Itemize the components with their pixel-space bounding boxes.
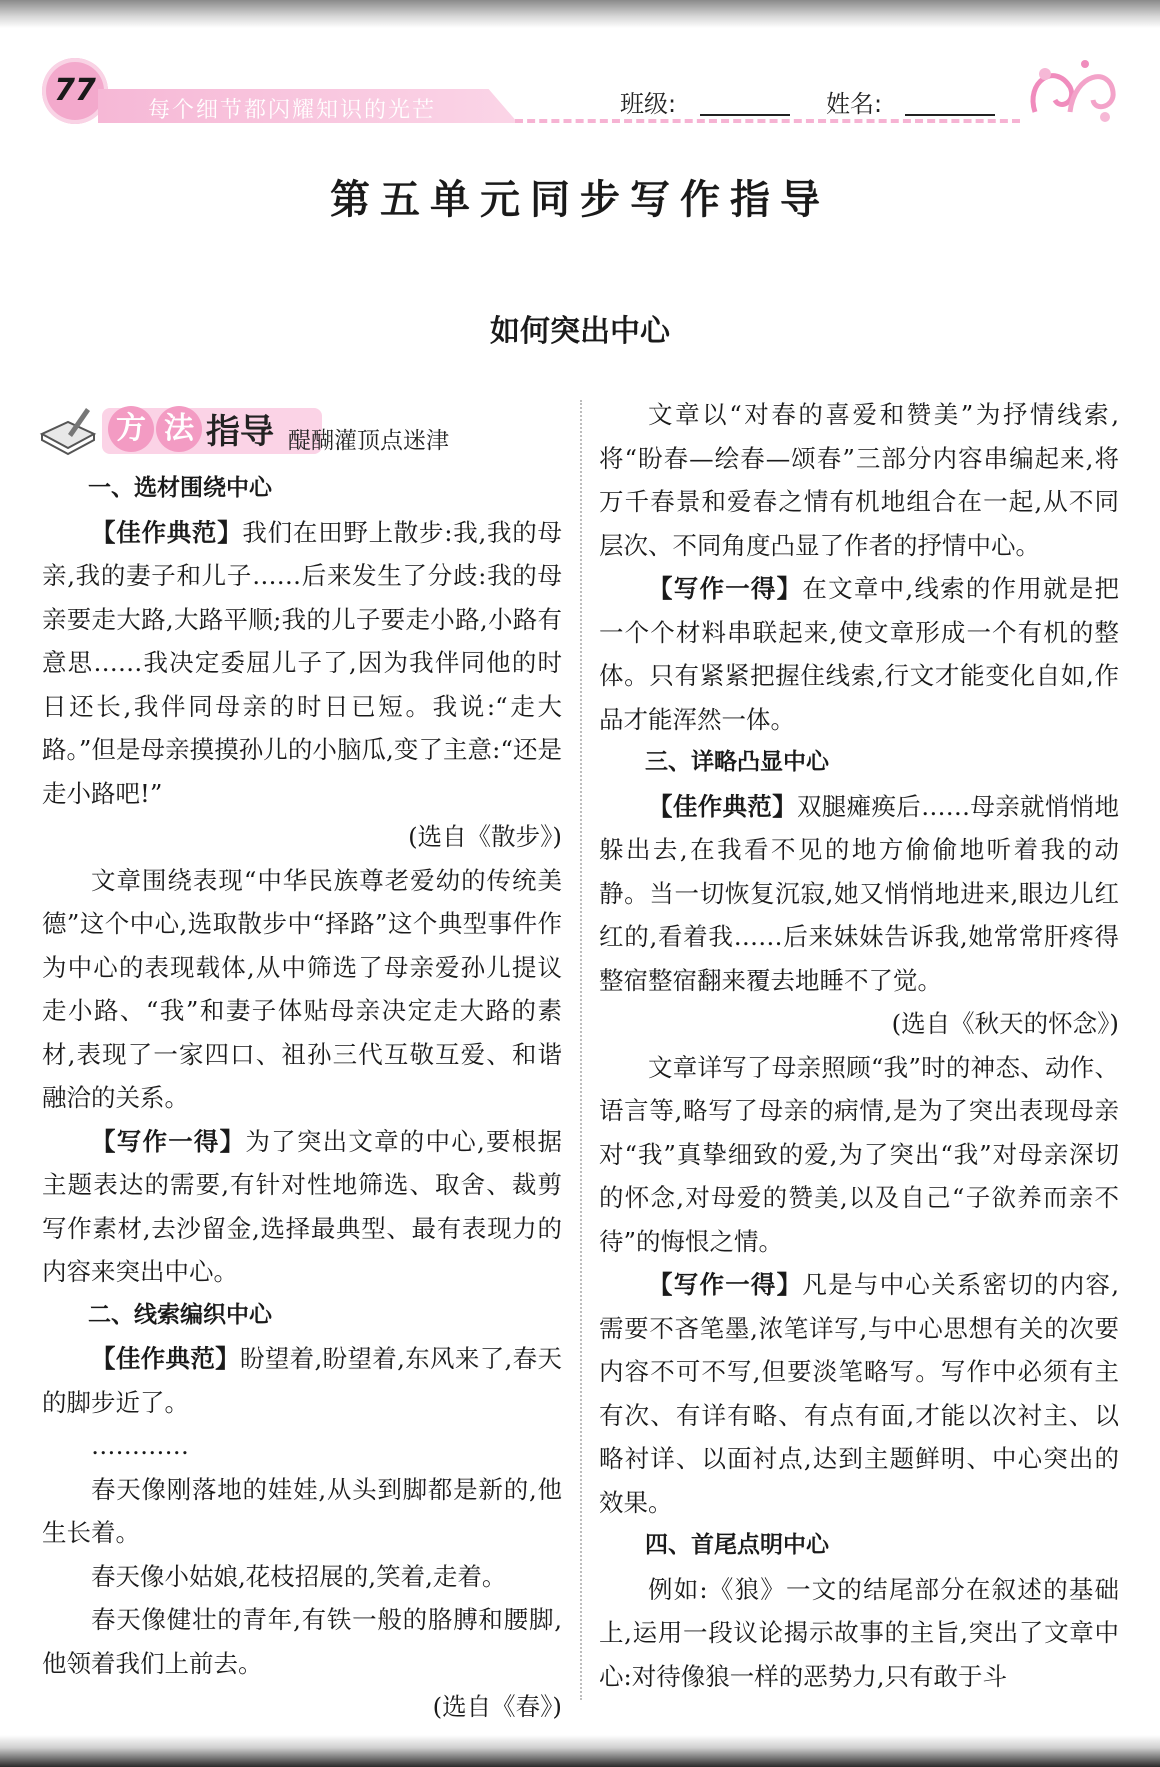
example-2-paragraph-3: 春天像小姑娘,花枝招展的,笑着,走着。 (91, 1561, 507, 1591)
example-2-paragraph-2: 春天像刚落地的娃娃,从头到脚都是新的,他生长着。 (42, 1474, 562, 1547)
book-pen-icon (38, 404, 98, 456)
example-2 (42, 1337, 562, 1424)
example-1 (42, 511, 562, 816)
section-title: 如何突出中心 (490, 314, 670, 349)
tip-3-tag: 【写作一得】 (648, 1270, 803, 1299)
motto-text: 每个细节都闪耀知识的光芒 (148, 98, 437, 123)
top-edge (0, 0, 1160, 28)
heading-2: 二、线索编织中心 (88, 1301, 272, 1328)
analysis-3: 文章详写了母亲照顾“我”时的神态、动作、语言等,略写了母亲的病情,是为了突出表现母亲对“我”真挚细致的爱,为了突出“我”对母亲深切的怀念,对母爱的赞美,以及自己“子欲养而亲不待”的悔恨之情。 (599, 1052, 1119, 1256)
column-divider (580, 400, 582, 1700)
tip-1 (42, 1120, 562, 1294)
example-1-text: 我们在田野上散步:我,我的母亲,我的妻子和儿子……后来发生了分歧:我的母亲要走大路,大路平顺;我的儿子要走小路,小路有意思……我决定委屈儿子了,因为我伴同他的时日还长,我伴同母亲的时日已短。我说:“走大路。”但是母亲摸摸孙儿的小脑瓜,变了主意:“还是走小路吧!” (42, 517, 562, 808)
unit-title: 第五单元同步写作指导 (330, 176, 830, 223)
tip-2-tag: 【写作一得】 (648, 574, 803, 603)
example-3-text: 双腿瘫痪后……母亲就悄悄地躲出去,在我看不见的地方偷偷地听着我的动静。当一切恢复沉寂,她又悄悄地进来,眼边儿红红的,看着我……后来妹妹告诉我,她常常肝疼得整宿整宿翻来覆去地睡不了觉。 (599, 791, 1120, 995)
analysis-2: 文章以“对春的喜爱和赞美”为抒情线索,将“盼春—绘春—颂春”三部分内容串编起来,将万千春景和爱春之情有机地组合在一起,从不同层次、不同角度凸显了作者的抒情中心。 (599, 400, 1119, 560)
example-3 (599, 785, 1119, 1003)
bottom-edge (0, 1735, 1160, 1767)
tip-2-text: 在文章中,线索的作用就是把一个个材料串联起来,使文章形成一个有机的整体。只有紧紧把握住线索,行文才能变化自如,作品才能浑然一体。 (599, 574, 1119, 734)
right-column (599, 393, 1119, 1698)
example-2-text: 盼望着,盼望着,东风来了,春天的脚步近了。 (42, 1344, 562, 1417)
example-2-ellipsis: ………… (91, 1431, 189, 1460)
class-label: 班级: (620, 90, 677, 118)
flourish-ornament-icon (1015, 52, 1125, 132)
heading-3: 三、详略凸显中心 (645, 749, 829, 775)
example-1-tag: 【佳作典范】 (91, 517, 243, 547)
example-2-source: (选自《春》) (432, 1692, 562, 1721)
header-dash-line (515, 119, 1020, 123)
heading-4: 四、首尾点明中心 (645, 1532, 829, 1558)
name-label: 姓名: (826, 90, 883, 118)
heading-1: 一、选材围绕中心 (88, 475, 272, 501)
tip-1-text: 为了突出文章的中心,要根据主题表达的需要,有针对性地筛选、取舍、裁剪写作素材,去沙留金,选择最典型、最有表现力的内容来突出中心。 (42, 1126, 562, 1286)
page-number: 77 (54, 73, 96, 108)
badge-char-2: 法 (156, 406, 202, 452)
method-guide-badge (38, 398, 478, 460)
example-3-tag: 【佳作典范】 (648, 791, 797, 821)
example-1-source: (选自《散步》) (408, 822, 562, 851)
example-2-tag: 【佳作典范】 (91, 1344, 240, 1373)
tip-2 (599, 567, 1119, 741)
tip-3 (599, 1263, 1119, 1524)
example-3-source: (选自《秋天的怀念》) (891, 1009, 1119, 1038)
badge-word: 指导 (206, 412, 274, 452)
left-column (42, 467, 562, 1729)
name-field[interactable] (905, 114, 995, 116)
example-2-paragraph-4: 春天像健壮的青年,有铁一般的胳膊和腰脚,他领着我们上前去。 (42, 1605, 562, 1678)
analysis-1: 文章围绕表现“中华民族尊老爱幼的传统美德”这个中心,选取散步中“择路”这个典型事件作为中心的表现载体,从中筛选了母亲爱孙儿提议走小路、“我”和妻子体贴母亲决定走大路的素材,表现了一家四口、祖孙三代互敬互爱、和谐融洽的关系。 (42, 865, 562, 1112)
tip-1-tag: 【写作一得】 (91, 1126, 246, 1156)
badge-char-1: 方 (108, 406, 154, 452)
tip-3-text: 凡是与中心关系密切的内容,需要不吝笔墨,浓笔详写,与中心思想有关的次要内容不可不写,但要淡笔略写。写作中必须有主有次、有详有略、有点有面,才能以次衬主、以略衬详、以面衬点,达到主题鲜明、中心突出的效果。 (599, 1270, 1119, 1517)
paragraph-4: 例如:《狼》一文的结尾部分在叙述的基础上,运用一段议论揭示故事的主旨,突出了文章中心:对待像狼一样的恶势力,只有敢于斗 (599, 1574, 1119, 1691)
badge-tagline: 醍醐灌顶点迷津 (288, 428, 449, 454)
class-field[interactable] (700, 114, 790, 116)
